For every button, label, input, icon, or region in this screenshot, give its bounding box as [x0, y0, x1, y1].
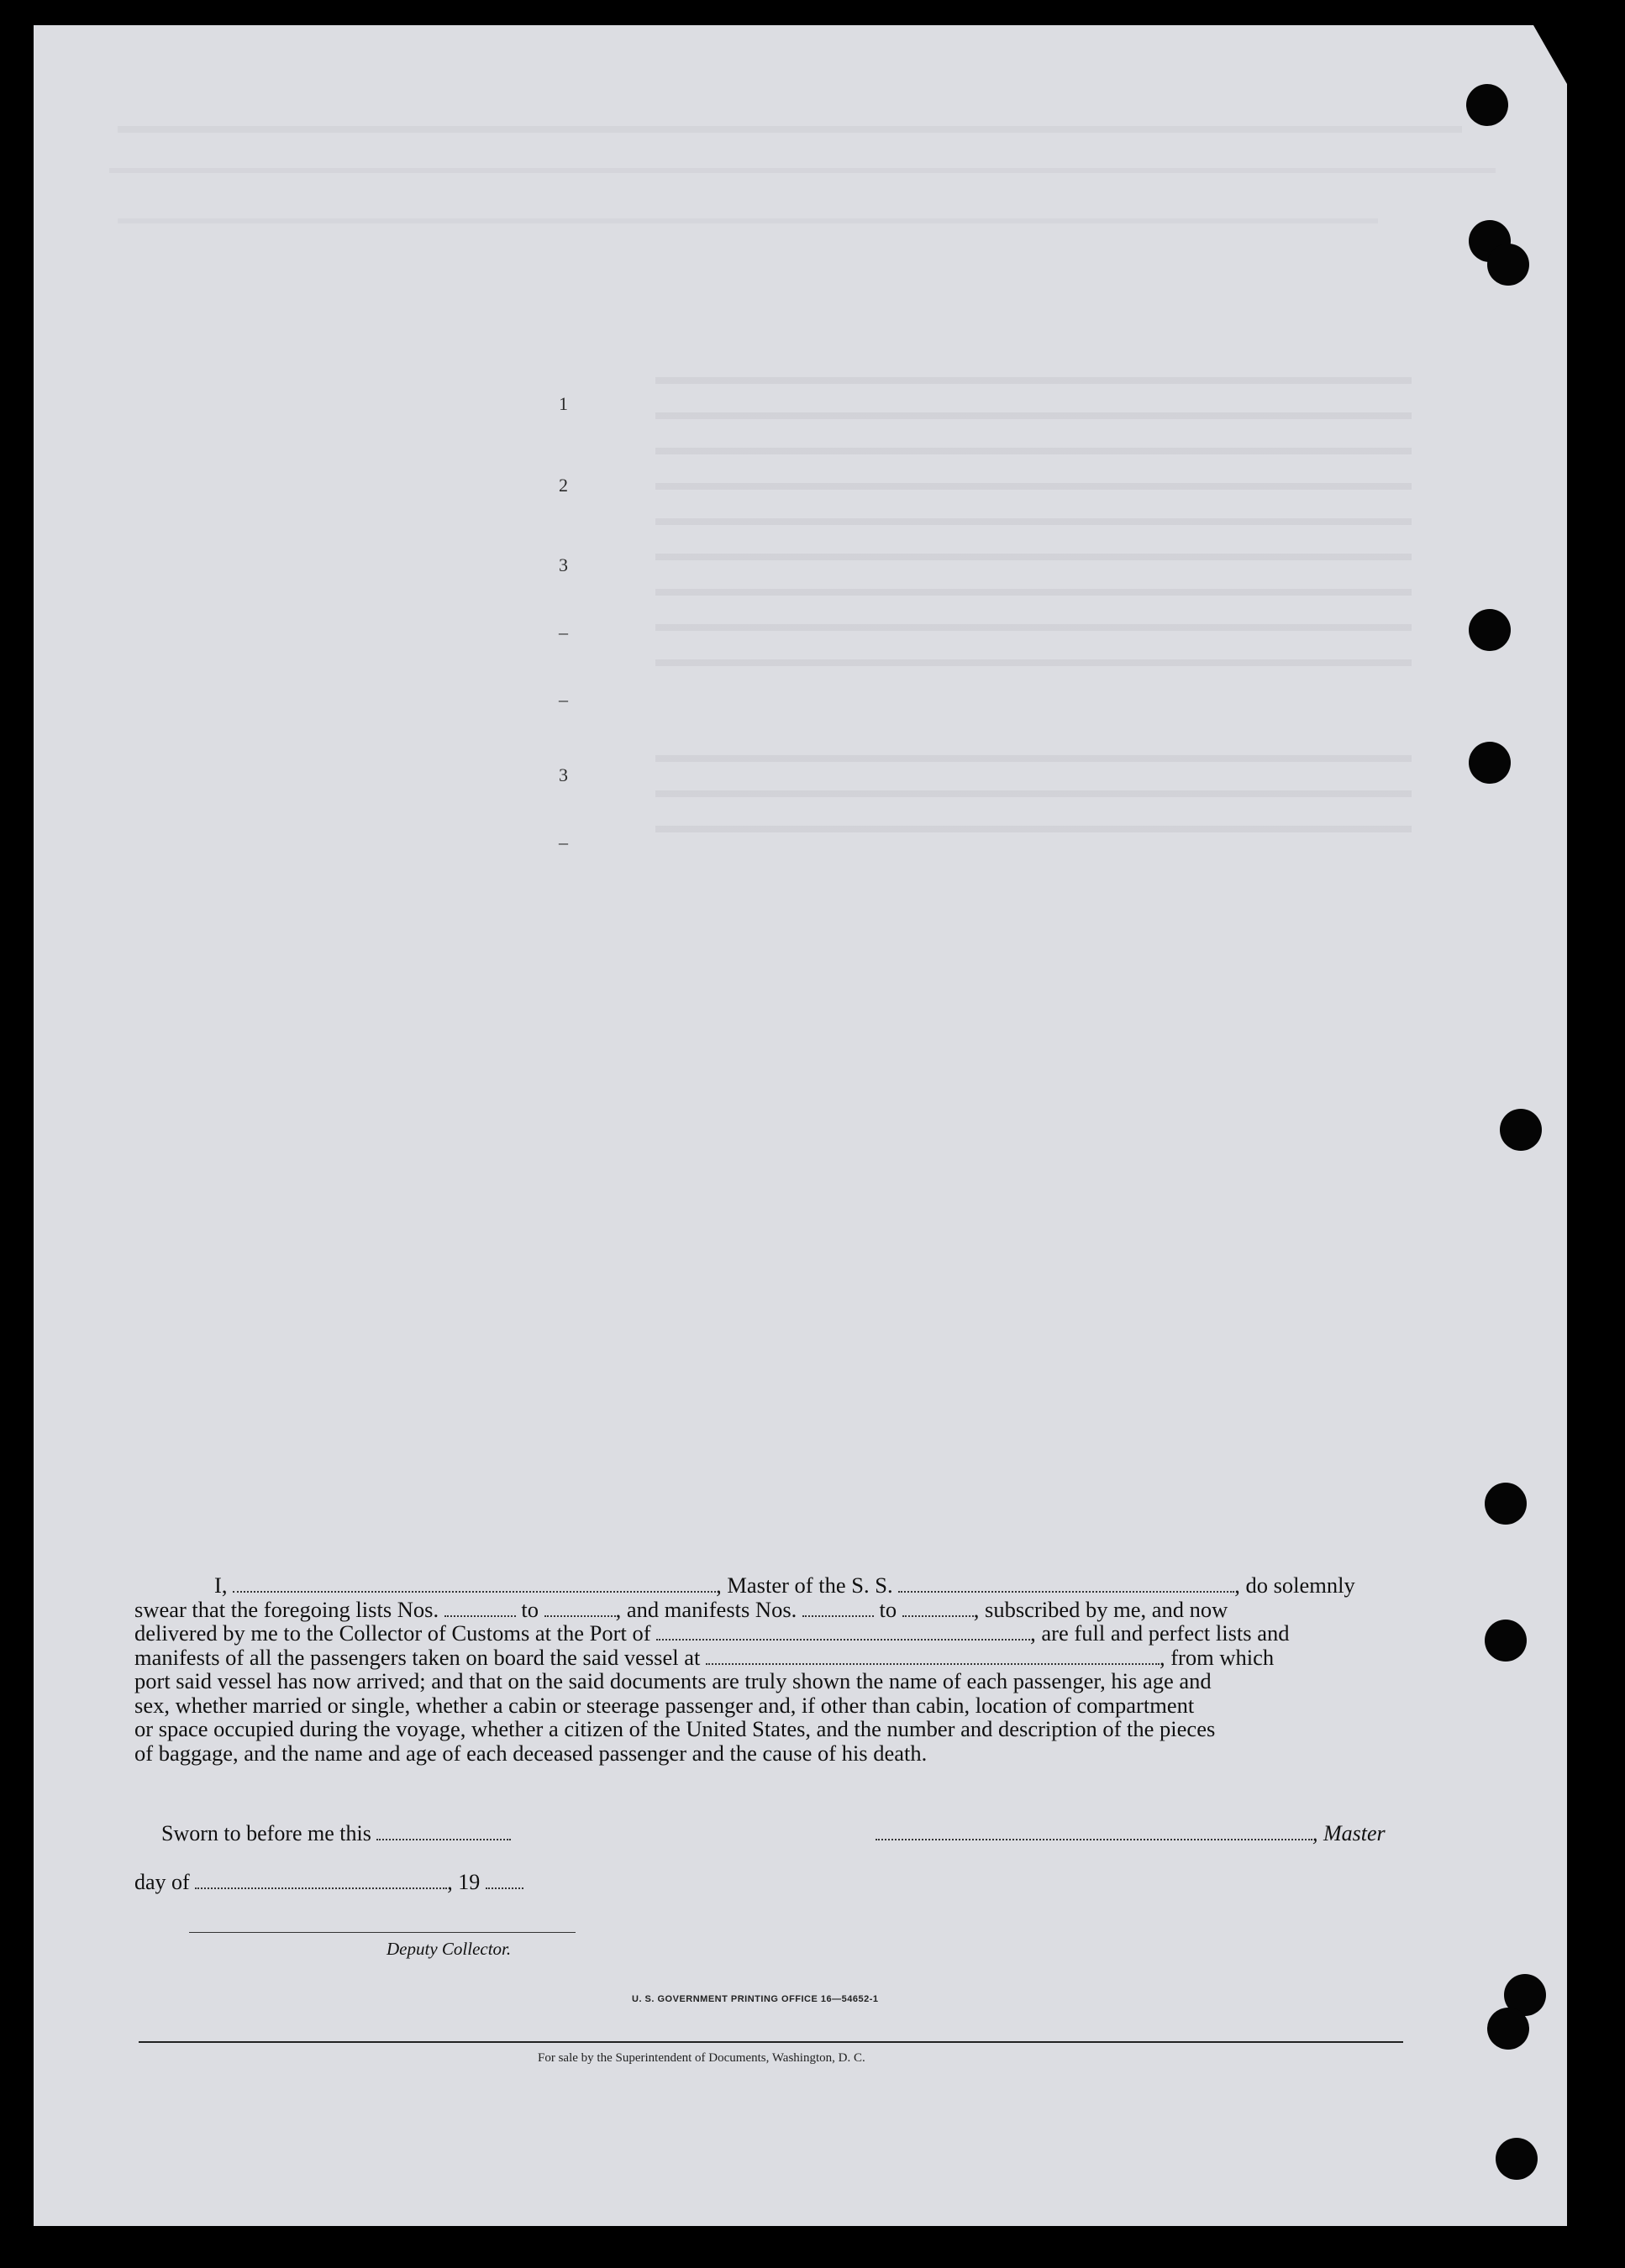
list-from-blank: [444, 1600, 516, 1617]
master-signature-blank: [876, 1824, 1312, 1840]
oath-text: , Master of the S. S.: [716, 1572, 893, 1598]
row-number: 2: [559, 475, 568, 496]
oath-text: I,: [214, 1572, 228, 1598]
punch-hole: [1466, 84, 1508, 126]
day-of-line: [134, 1870, 523, 1895]
bleed-through-text: [655, 727, 1412, 861]
vessel-name-blank: [898, 1576, 1234, 1593]
oath-text: , from which: [1159, 1644, 1275, 1670]
year-label: , 19: [447, 1870, 481, 1894]
oath-text: , and manifests Nos.: [615, 1596, 797, 1622]
oath-text: , subscribed by me, and now: [973, 1596, 1228, 1622]
month-blank: [195, 1872, 447, 1889]
sworn-label: Sworn to before me this: [161, 1821, 371, 1845]
oath-paragraph: [134, 1573, 1437, 1765]
bleed-through-text: [118, 92, 1462, 133]
oath-text: of baggage, and the name and age of each deceased passenger and the cause of his death.: [134, 1740, 928, 1766]
list-to-blank: [544, 1600, 616, 1617]
punch-hole: [1500, 1109, 1542, 1151]
row-number: 1: [559, 393, 568, 414]
manifest-to-blank: [902, 1600, 974, 1617]
sworn-line: [161, 1821, 511, 1846]
master-signature-line: [876, 1821, 1386, 1846]
punch-hole: [1485, 1620, 1527, 1662]
oath-text: or space occupied during the voyage, whether a citizen of the United States, and the number and description of the pieces: [134, 1716, 1216, 1741]
punch-hole: [1496, 2138, 1538, 2180]
year-blank: [486, 1872, 523, 1889]
oath-text: , do solemnly: [1234, 1572, 1355, 1598]
bleed-through-text: [118, 202, 1378, 223]
row-number: –: [559, 689, 568, 710]
for-sale-note: For sale by the Superintendent of Documents, Washington, D. C.: [538, 2051, 865, 2065]
deputy-signature-rule: [189, 1932, 576, 1933]
oath-text: to: [879, 1596, 897, 1622]
punch-hole: [1469, 609, 1511, 651]
manifest-from-blank: [802, 1600, 874, 1617]
row-number: 3: [559, 554, 568, 575]
punch-hole: [1485, 1483, 1527, 1525]
oath-text: sex, whether married or single, whether a cabin or steerage passenger and, if other than cabin, location of compartment: [134, 1692, 1195, 1718]
sworn-day-blank: [376, 1824, 511, 1840]
bleed-through-text: [109, 151, 1496, 173]
oath-text: to: [521, 1596, 539, 1622]
oath-text: , are full and perfect lists and: [1030, 1620, 1290, 1646]
bleed-through-text: [655, 349, 1412, 668]
page-corner-shadow: [1533, 25, 1567, 84]
deputy-collector-label: Deputy Collector.: [387, 1939, 512, 1959]
row-number: 3: [559, 764, 568, 785]
oath-text: port said vessel has now arrived; and that on the said documents are truly shown the name of each passenger, his age and: [134, 1668, 1212, 1693]
punch-hole: [1469, 742, 1511, 784]
punch-hole: [1487, 2008, 1529, 2050]
oath-text: manifests of all the passengers taken on board the said vessel at: [134, 1644, 701, 1670]
port-blank: [656, 1624, 1030, 1641]
row-number: –: [559, 832, 568, 853]
master-name-blank: [233, 1576, 716, 1593]
day-of-label: day of: [134, 1870, 190, 1894]
document-page: [34, 25, 1567, 2226]
printing-office-line: U. S. GOVERNMENT PRINTING OFFICE 16—54652-1: [632, 1994, 879, 2004]
punch-hole: [1487, 244, 1529, 286]
bottom-divider: [139, 2041, 1403, 2043]
row-number: –: [559, 622, 568, 643]
oath-text: swear that the foregoing lists Nos.: [134, 1596, 439, 1622]
oath-text: delivered by me to the Collector of Customs at the Port of: [134, 1620, 651, 1646]
embark-port-blank: [706, 1648, 1160, 1665]
master-label: , Master: [1312, 1821, 1386, 1845]
